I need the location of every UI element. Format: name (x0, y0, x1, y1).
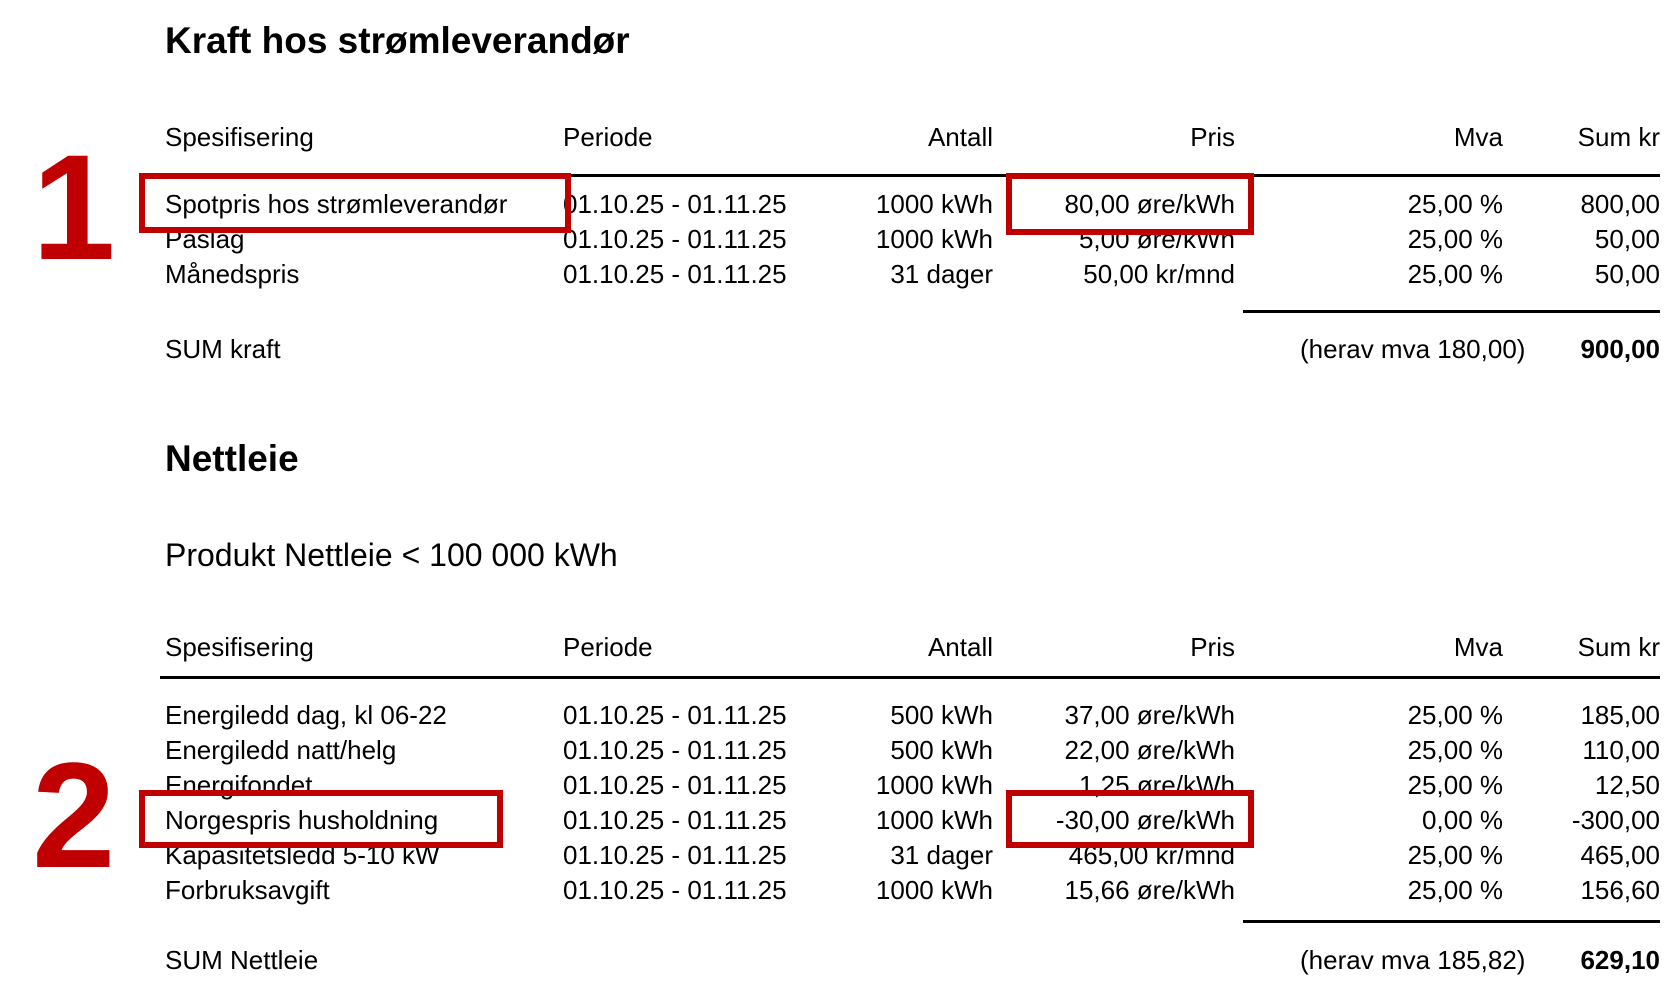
nettleie-sum-label: SUM Nettleie (165, 945, 319, 975)
nettleie-header-sum: Sum kr (1577, 632, 1660, 662)
nettleie-section-title: Nettleie (165, 438, 299, 479)
row-cell-mva: 0,00 % (1422, 805, 1503, 835)
row-cell-pris: -30,00 øre/kWh (1055, 805, 1235, 835)
nettleie-product-label: Produkt Nettleie < 100 000 kWh (165, 537, 618, 573)
row-cell-spec: Norgespris husholdning (165, 805, 439, 835)
row-cell-mva: 25,00 % (1407, 189, 1503, 219)
kraft-header-antall: Antall (927, 122, 993, 152)
row-cell-sum: -300,00 (1571, 805, 1660, 835)
row-cell-sum: 185,00 (1580, 700, 1660, 730)
kraft-sum-rule (1243, 310, 1660, 313)
nettleie-header-rule (160, 676, 1660, 679)
row-cell-spec: Energiledd natt/helg (165, 735, 397, 765)
row-cell-spec: Energiledd dag, kl 06-22 (165, 700, 447, 730)
nettleie-sum-total: 629,10 (1580, 945, 1660, 975)
kraft-header-mva: Mva (1453, 122, 1503, 152)
row-cell-pris: 5,00 øre/kWh (1078, 224, 1235, 254)
row-cell-periode: 01.10.25 - 01.11.25 (563, 805, 787, 835)
row-cell-pris: 50,00 kr/mnd (1083, 259, 1235, 289)
row-cell-spec: Spotpris hos strømleverandør (165, 189, 508, 219)
row-cell-pris: 465,00 kr/mnd (1068, 840, 1235, 870)
highlight-box-spotpris (139, 173, 571, 233)
row-cell-pris: 37,00 øre/kWh (1064, 700, 1235, 730)
annotation-marker-2: 2 (32, 731, 116, 899)
row-cell-mva: 25,00 % (1407, 224, 1503, 254)
nettleie-header-spec: Spesifisering (165, 632, 314, 662)
row-cell-mva: 25,00 % (1407, 735, 1503, 765)
row-cell-sum: 110,00 (1582, 735, 1660, 765)
row-cell-periode: 01.10.25 - 01.11.25 (563, 224, 787, 254)
row-cell-sum: 156,60 (1580, 875, 1660, 905)
nettleie-header-pris: Pris (1190, 632, 1235, 662)
row-cell-pris: 80,00 øre/kWh (1064, 189, 1235, 219)
nettleie-header-periode: Periode (563, 632, 653, 662)
highlight-box-norgespris (139, 790, 503, 848)
row-cell-antall: 31 dager (890, 840, 993, 870)
row-cell-periode: 01.10.25 - 01.11.25 (563, 770, 787, 800)
row-cell-antall: 1000 kWh (875, 805, 993, 835)
row-cell-periode: 01.10.25 - 01.11.25 (563, 700, 787, 730)
row-cell-mva: 25,00 % (1407, 875, 1503, 905)
row-cell-spec: Kapasitetsledd 5-10 kW (165, 840, 440, 870)
row-cell-pris: 22,00 øre/kWh (1064, 735, 1235, 765)
row-cell-antall: 1000 kWh (875, 224, 993, 254)
row-cell-sum: 50,00 (1594, 224, 1660, 254)
row-cell-spec: Månedspris (165, 259, 300, 289)
kraft-header-sum: Sum kr (1577, 122, 1660, 152)
row-cell-periode: 01.10.25 - 01.11.25 (563, 840, 787, 870)
row-cell-spec: Påslag (165, 224, 245, 254)
row-cell-pris: 1,25 øre/kWh (1078, 770, 1235, 800)
row-cell-sum: 465,00 (1580, 840, 1660, 870)
row-cell-antall: 31 dager (890, 259, 993, 289)
nettleie-sum-rule (1243, 920, 1660, 923)
kraft-section-title: Kraft hos strømleverandør (165, 20, 630, 61)
row-cell-antall: 1000 kWh (875, 770, 993, 800)
highlight-box-norgespris-pris (1006, 790, 1254, 848)
highlight-box-spotpris-pris (1006, 173, 1254, 235)
annotation-marker-1: 1 (32, 123, 116, 291)
row-cell-periode: 01.10.25 - 01.11.25 (563, 259, 787, 289)
nettleie-header-antall: Antall (927, 632, 993, 662)
nettleie-sum-mva: (herav mva 185,82) (1300, 945, 1526, 975)
row-cell-spec: Energifondet (165, 770, 313, 800)
kraft-header-spec: Spesifisering (165, 122, 314, 152)
row-cell-periode: 01.10.25 - 01.11.25 (563, 189, 787, 219)
row-cell-pris: 15,66 øre/kWh (1064, 875, 1235, 905)
row-cell-periode: 01.10.25 - 01.11.25 (563, 735, 787, 765)
row-cell-spec: Forbruksavgift (165, 875, 330, 905)
kraft-sum-mva: (herav mva 180,00) (1300, 334, 1526, 364)
kraft-sum-label: SUM kraft (165, 334, 281, 364)
row-cell-sum: 50,00 (1594, 259, 1660, 289)
row-cell-antall: 1000 kWh (875, 189, 993, 219)
row-cell-antall: 500 kWh (890, 735, 993, 765)
kraft-header-periode: Periode (563, 122, 653, 152)
row-cell-mva: 25,00 % (1407, 840, 1503, 870)
row-cell-mva: 25,00 % (1407, 259, 1503, 289)
kraft-header-pris: Pris (1190, 122, 1235, 152)
row-cell-mva: 25,00 % (1407, 770, 1503, 800)
row-cell-sum: 800,00 (1580, 189, 1660, 219)
row-cell-mva: 25,00 % (1407, 700, 1503, 730)
row-cell-antall: 1000 kWh (875, 875, 993, 905)
kraft-sum-total: 900,00 (1580, 334, 1660, 364)
row-cell-sum: 12,50 (1594, 770, 1660, 800)
nettleie-header-mva: Mva (1453, 632, 1503, 662)
row-cell-antall: 500 kWh (890, 700, 993, 730)
row-cell-periode: 01.10.25 - 01.11.25 (563, 875, 787, 905)
